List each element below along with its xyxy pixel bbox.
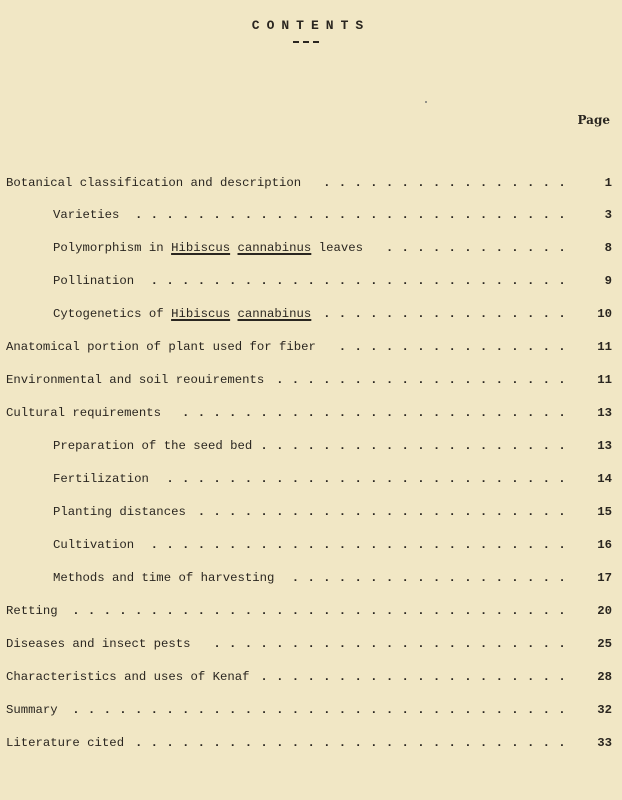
dot-leader: ........................... <box>150 538 574 552</box>
toc-entry-title <box>53 274 134 288</box>
title-text: Polymorphism in <box>53 241 172 255</box>
title-text: Summary <box>6 703 58 717</box>
toc-entry <box>0 237 622 257</box>
toc-entry <box>0 567 622 587</box>
title-text: leaves <box>311 241 363 255</box>
toc-entry <box>0 303 622 323</box>
toc-entry <box>0 666 622 686</box>
title-text: Pollination <box>53 274 135 288</box>
title-text: Varieties <box>53 208 120 222</box>
toc-entry <box>0 600 622 620</box>
underlined-term: cannabinus <box>237 241 312 255</box>
toc-entry-title <box>6 736 124 750</box>
toc-page-number: 11 <box>597 340 612 354</box>
toc-page-number: 32 <box>597 703 612 717</box>
toc-page-number: 3 <box>604 208 612 222</box>
dot-leader: .......................... <box>166 472 574 486</box>
dot-leader: ................ <box>323 176 574 190</box>
title-text: Botanical classification and description <box>6 176 302 190</box>
dot-leader: .................... <box>260 439 574 453</box>
toc-page-number: 10 <box>597 307 612 321</box>
toc-entry <box>0 204 622 224</box>
dot-leader: ................... <box>276 373 574 387</box>
toc-entry-title <box>6 406 161 420</box>
title-text: Anatomical portion of plant used for fiber <box>6 340 316 354</box>
title-text <box>230 241 237 255</box>
toc-entry <box>0 336 622 356</box>
page-column-header: Page <box>577 113 610 127</box>
toc-entry-title <box>53 472 149 486</box>
toc-page-number: 28 <box>597 670 612 684</box>
dot-leader: ............ <box>385 241 574 255</box>
title-text: Preparation of the seed bed <box>53 439 253 453</box>
dot-leader: ....................... <box>213 637 574 651</box>
toc-entry <box>0 402 622 422</box>
dot-leader: ................................ <box>72 703 574 717</box>
dot-leader: .................... <box>260 670 574 684</box>
toc-page-number: 16 <box>597 538 612 552</box>
title-text: Fertilization <box>53 472 149 486</box>
title-text: Cytogenetics of <box>53 307 172 321</box>
title-text: Cultural requirements <box>6 406 161 420</box>
toc-page-number: 11 <box>597 373 612 387</box>
toc-page-number: 25 <box>597 637 612 651</box>
toc-entry-title <box>53 241 363 255</box>
toc-entry <box>0 369 622 389</box>
toc-entry-title <box>6 670 250 684</box>
toc-entry-title <box>53 571 274 585</box>
toc-entry <box>0 732 622 752</box>
title-text: Diseases and insect pests <box>6 637 191 651</box>
title-text: Environmental and soil reouirements <box>6 373 265 387</box>
toc-entry-title <box>6 604 58 618</box>
dot-leader: ........................ <box>197 505 574 519</box>
underlined-term: Hibiscus <box>171 307 231 321</box>
title-text: Planting distances <box>53 505 186 519</box>
toc-entry-title <box>53 505 186 519</box>
toc-page-number: 9 <box>604 274 612 288</box>
toc-entry-title <box>53 439 252 453</box>
title-underline-rule <box>293 41 319 43</box>
dot-leader: ............... <box>338 340 574 354</box>
toc-page-number: 20 <box>597 604 612 618</box>
toc-page-number: 15 <box>597 505 612 519</box>
dot-leader: ......................... <box>182 406 574 420</box>
title-text: Cultivation <box>53 538 135 552</box>
toc-page-number: 13 <box>597 406 612 420</box>
toc-entry <box>0 172 622 192</box>
title-text: Literature cited <box>6 736 125 750</box>
contents-title: CONTENTS <box>251 18 371 33</box>
dot-leader: ................................ <box>72 604 574 618</box>
title-text: Methods and time of harvesting <box>53 571 275 585</box>
toc-page-number: 33 <box>597 736 612 750</box>
paper-speck <box>425 101 427 103</box>
dot-leader: ............................ <box>134 208 574 222</box>
toc-entry-title <box>6 373 264 387</box>
toc-entry-title <box>6 176 301 190</box>
toc-entry-title <box>53 208 119 222</box>
underlined-term: cannabinus <box>237 307 312 321</box>
toc-entry <box>0 468 622 488</box>
toc-entry-title <box>6 637 190 651</box>
toc-entry <box>0 501 622 521</box>
toc-entry-title <box>53 538 134 552</box>
dot-leader: ........................... <box>150 274 574 288</box>
toc-entry-title <box>6 340 316 354</box>
toc-entry <box>0 435 622 455</box>
dot-leader: ............................ <box>134 736 574 750</box>
title-text: Characteristics and uses of Kenaf <box>6 670 250 684</box>
toc-entry <box>0 633 622 653</box>
dot-leader: ................ <box>323 307 574 321</box>
toc-page-number: 13 <box>597 439 612 453</box>
title-text <box>230 307 237 321</box>
underlined-term: Hibiscus <box>171 241 231 255</box>
toc-page-number: 14 <box>597 472 612 486</box>
toc-entry <box>0 699 622 719</box>
toc-entry-title <box>6 703 58 717</box>
toc-entry-title <box>53 307 311 321</box>
toc-entry <box>0 270 622 290</box>
title-text: Retting <box>6 604 58 618</box>
toc-entry <box>0 534 622 554</box>
dot-leader: .................. <box>291 571 574 585</box>
toc-page-number: 8 <box>604 241 612 255</box>
toc-page-number: 1 <box>604 176 612 190</box>
toc-page-number: 17 <box>597 571 612 585</box>
